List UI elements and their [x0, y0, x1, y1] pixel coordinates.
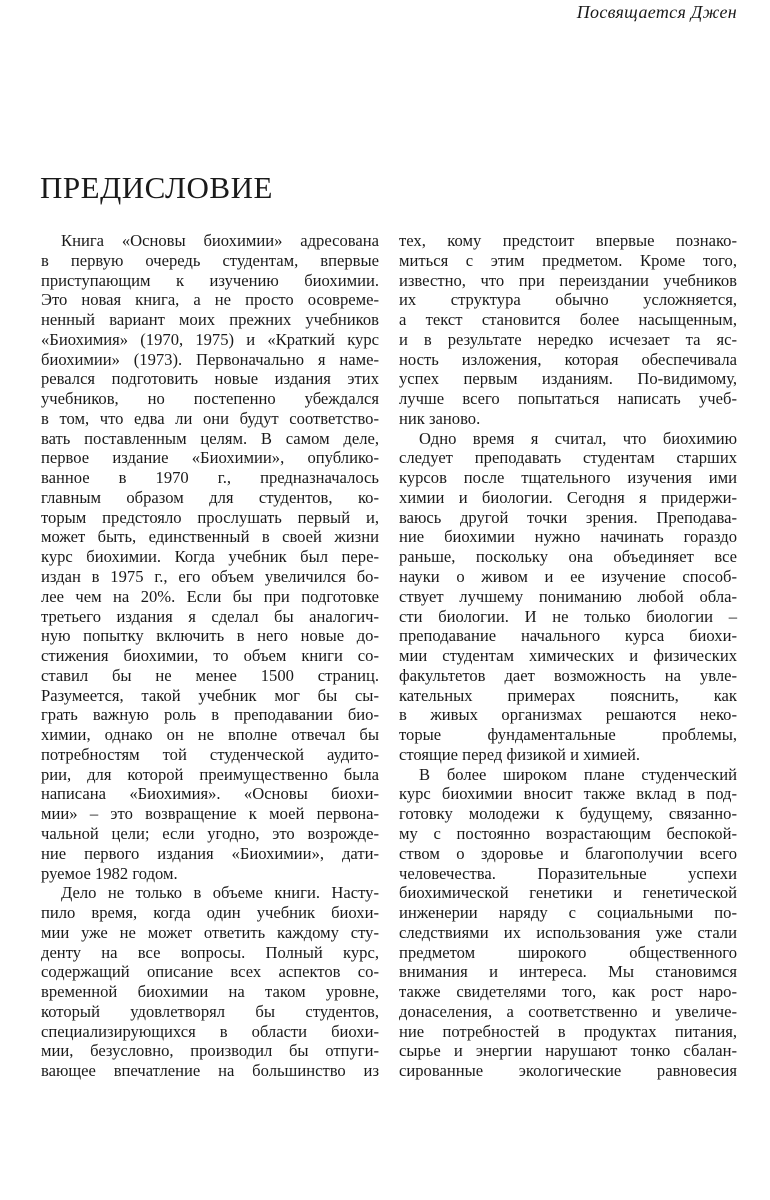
- text-column-right: [399, 231, 737, 1081]
- text-line: издан в 1975 г., его объем увеличился бо-: [41, 567, 379, 587]
- text-line: миться с этим предметом. Кроме того,: [399, 250, 737, 270]
- text-line: лее чем на 20%. Если бы при подготовке: [41, 586, 379, 606]
- text-line: ревался подготовить новые издания этих: [41, 369, 379, 389]
- text-line: рии, для которой преимущественно была: [41, 764, 379, 784]
- text-line: лучше всего попытаться написать учеб-: [399, 389, 737, 409]
- text-line: курс биохимии вносит также вклад в под-: [399, 784, 737, 804]
- text-line: ние первого издания «Биохимии», дати-: [41, 843, 379, 863]
- text-line: вать поставленным целям. В самом деле,: [41, 428, 379, 448]
- text-line: ние потребностей в продуктах питания,: [399, 1021, 737, 1041]
- text-line: учебников, но постепенно убеждался: [41, 389, 379, 409]
- text-line: их структура обычно усложняется,: [399, 290, 737, 310]
- text-line: биохимической генетики и генетической: [399, 883, 737, 903]
- text-line: потребностям той студенческой аудито-: [41, 744, 379, 764]
- text-line: ванное в 1970 г., предназначалось: [41, 468, 379, 488]
- text-line: В более широком плане студенческий: [419, 764, 737, 784]
- text-line: и в результате нередко исчезает та яс-: [399, 329, 737, 349]
- text-line: мии» – это возвращение к моей первона-: [41, 804, 379, 824]
- text-line: грать важную роль в преподавании био-: [41, 705, 379, 725]
- text-line: тех, кому предстоит впервые познако-: [399, 231, 737, 250]
- text-line: биохимии» (1973). Первоначально я наме-: [41, 349, 379, 369]
- dedication: Посвящается Джен: [576, 2, 737, 22]
- text-line: а текст становится более насыщенным,: [399, 310, 737, 330]
- text-line: ность изложения, которая обеспечивала: [399, 349, 737, 369]
- text-line: также свидетелями того, как рост наро-: [399, 982, 737, 1002]
- text-line: первое издание «Биохимии», опублико-: [41, 448, 379, 468]
- paragraph: [41, 883, 379, 1081]
- text-line: курс биохимии. Когда учебник был пере-: [41, 547, 379, 567]
- text-line: Одно время я считал, что биохимию: [419, 428, 737, 448]
- text-line: науки о живом и ее изучение способ-: [399, 567, 737, 587]
- text-line: донаселения, а соответственно и увеличе-: [399, 1001, 737, 1021]
- text-line: химии и биологии. Сегодня я придержи-: [399, 487, 737, 507]
- text-line: мии уже не может ответить каждому сту-: [41, 922, 379, 942]
- text-line: главным образом для студентов, ко-: [41, 487, 379, 507]
- text-line: готовку молодежи к будущему, связанно-: [399, 804, 737, 824]
- text-line: факультетов дает возможность на увле-: [399, 665, 737, 685]
- paragraph: [399, 429, 737, 765]
- text-line: в живых организмах решаются неко-: [399, 705, 737, 725]
- text-line: курсов после тщательного изучения ими: [399, 468, 737, 488]
- text-line: приступающим к изучению биохимии.: [41, 270, 379, 290]
- text-line: написана «Биохимия». «Основы биохи-: [41, 784, 379, 804]
- text-line: сированные экологические равновесия: [399, 1061, 737, 1081]
- text-line: который удовлетворял бы студентов,: [41, 1001, 379, 1021]
- text-line: успех первым изданиям. По-видимому,: [399, 369, 737, 389]
- text-line: стоящие перед физикой и химией.: [399, 744, 641, 764]
- text-line: инженерии наряду с социальными по-: [399, 903, 737, 923]
- text-line: ние биохимии нужно начинать гораздо: [399, 527, 737, 547]
- text-line: Книга «Основы биохимии» адресована: [61, 231, 379, 250]
- text-line: сти биологии. И не только биологии –: [399, 606, 737, 626]
- text-line: ник заново.: [399, 408, 481, 428]
- text-line: следствиями их использования уже стали: [399, 922, 737, 942]
- text-line: раньше, поскольку она объединяет все: [399, 547, 737, 567]
- text-line: ваюсь другой точки зрения. Преподава-: [399, 507, 737, 527]
- text-line: ставил бы не менее 1500 страниц.: [41, 665, 379, 685]
- text-line: в первую очередь студентам, впервые: [41, 250, 379, 270]
- text-line: торые фундаментальные проблемы,: [399, 725, 737, 745]
- text-line: содержащий описание всех аспектов со-: [41, 962, 379, 982]
- page-title: ПРЕДИСЛОВИЕ: [40, 170, 273, 205]
- text-line: чальной цели; если угодно, это возрожде-: [41, 823, 379, 843]
- text-line: му с постоянно возрастающим беспокой-: [399, 823, 737, 843]
- text-line: предметом широкого общественного: [399, 942, 737, 962]
- paragraph: [41, 231, 379, 883]
- text-line: Разумеется, такой учебник мог бы сы-: [41, 685, 379, 705]
- text-line: Дело не только в объеме книги. Насту-: [61, 883, 379, 903]
- text-line: специализирующихся в области биохи-: [41, 1021, 379, 1041]
- text-line: внимания и интереса. Мы становимся: [399, 962, 737, 982]
- text-line: временной биохимии на таком уровне,: [41, 982, 379, 1002]
- text-line: третьего издания я сделал бы аналогич-: [41, 606, 379, 626]
- text-line: руемое 1982 годом.: [41, 863, 178, 883]
- text-line: химии, однако он не вполне отвечал бы: [41, 725, 379, 745]
- text-line: пило время, когда один учебник биохи-: [41, 903, 379, 923]
- text-line: мии студентам химических и физических: [399, 646, 737, 666]
- text-line: ную попытку включить в него новые до-: [41, 626, 379, 646]
- text-line: человечества. Поразительные успехи: [399, 863, 737, 883]
- text-line: ством о здоровье и благополучии всего: [399, 843, 737, 863]
- text-line: следует преподавать студентам старших: [399, 448, 737, 468]
- text-line: Это новая книга, а не просто осовреме-: [41, 290, 379, 310]
- text-line: вающее впечатление на большинство из: [41, 1061, 379, 1081]
- text-line: преподавание начального курса биохи-: [399, 626, 737, 646]
- text-line: денту на все вопросы. Полный курс,: [41, 942, 379, 962]
- text-line: известно, что при переиздании учебников: [399, 270, 737, 290]
- paragraph: [399, 231, 737, 429]
- text-line: может быть, единственный в своей жизни: [41, 527, 379, 547]
- text-line: стижения биохимии, то объем книги со-: [41, 646, 379, 666]
- text-line: сырье и энергии нарушают тонко сбалан-: [399, 1041, 737, 1061]
- paragraph: [399, 765, 737, 1081]
- text-line: кательных примерах пояснить, как: [399, 685, 737, 705]
- text-column-left: [41, 231, 379, 1081]
- text-line: ненный вариант моих прежних учебников: [41, 310, 379, 330]
- text-line: «Биохимия» (1970, 1975) и «Краткий курс: [41, 329, 379, 349]
- text-line: ствует лучшему пониманию любой обла-: [399, 586, 737, 606]
- text-line: мии, безусловно, производил бы отпуги-: [41, 1041, 379, 1061]
- text-line: в том, что едва ли они будут соответство-: [41, 408, 379, 428]
- text-line: торым предстояло прослушать первый и,: [41, 507, 379, 527]
